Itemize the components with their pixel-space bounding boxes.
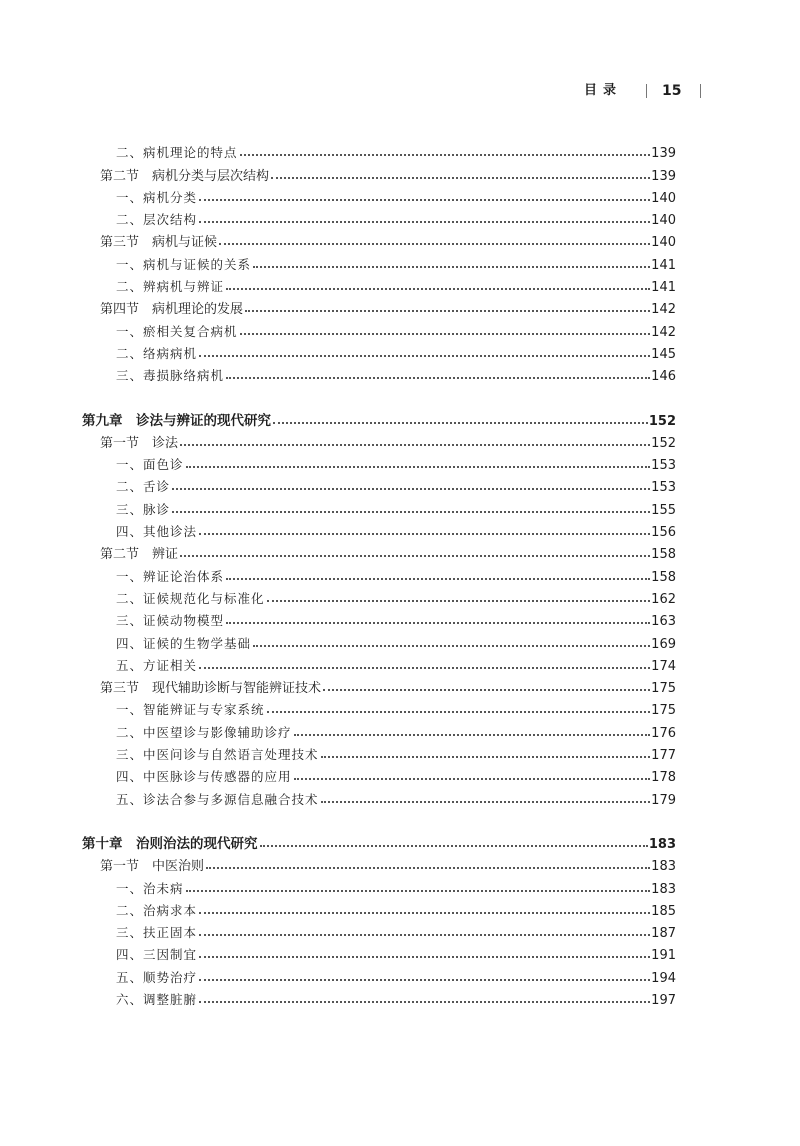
toc-item-entry[interactable] bbox=[82, 495, 676, 517]
dot-leader bbox=[321, 756, 651, 758]
toc-entry-page-number: 142 bbox=[651, 302, 676, 318]
toc-item-entry[interactable] bbox=[82, 897, 676, 919]
toc-entry-page-number: 175 bbox=[651, 681, 676, 697]
toc-entry-page-number: 176 bbox=[651, 725, 676, 741]
toc-entry-title: 第三节 病机与证候 bbox=[100, 235, 218, 251]
dot-leader bbox=[321, 801, 651, 803]
toc-entry-page-number: 185 bbox=[651, 903, 676, 919]
toc-entry-page-number: 141 bbox=[651, 280, 676, 296]
toc-entry-title: 一、面色诊 bbox=[116, 457, 184, 473]
toc-entry-title: 第一节 中医治则 bbox=[100, 859, 205, 875]
toc-entry-title: 四、其他诊法 bbox=[116, 524, 198, 540]
toc-entry-page-number: 178 bbox=[651, 770, 676, 786]
table-of-contents bbox=[82, 139, 676, 1030]
dot-leader bbox=[294, 778, 651, 780]
dot-leader bbox=[294, 734, 651, 736]
dot-leader bbox=[199, 934, 650, 936]
dot-leader bbox=[180, 444, 650, 446]
dot-leader bbox=[226, 578, 650, 580]
dot-leader bbox=[323, 689, 650, 691]
toc-entry-page-number: 191 bbox=[651, 948, 676, 964]
toc-section-entry[interactable] bbox=[82, 161, 676, 183]
toc-entry-title: 四、中医脉诊与传感器的应用 bbox=[116, 769, 292, 785]
toc-entry-page-number: 187 bbox=[651, 926, 676, 942]
toc-item-entry[interactable] bbox=[82, 473, 676, 495]
toc-entry-title: 二、证候规范化与标准化 bbox=[116, 590, 265, 606]
toc-entry-page-number: 152 bbox=[651, 435, 676, 451]
toc-entry-title: 二、络病病机 bbox=[116, 345, 198, 361]
dot-leader bbox=[199, 956, 650, 958]
toc-entry-page-number: 183 bbox=[651, 859, 676, 875]
toc-item-entry[interactable] bbox=[82, 652, 676, 674]
toc-entry-title: 第二节 辨证 bbox=[100, 547, 179, 563]
toc-entry-page-number: 175 bbox=[651, 703, 676, 719]
toc-entry-title: 六、调整脏腑 bbox=[116, 991, 198, 1007]
dot-leader bbox=[199, 221, 650, 223]
toc-entry-title: 第四节 病机理论的发展 bbox=[100, 302, 244, 318]
dot-leader bbox=[240, 154, 651, 156]
toc-item-entry[interactable] bbox=[82, 696, 676, 718]
toc-entry-page-number: 183 bbox=[648, 836, 676, 852]
toc-entry-page-number: 139 bbox=[651, 168, 676, 184]
toc-entry-page-number: 158 bbox=[651, 547, 676, 563]
toc-entry-page-number: 152 bbox=[648, 413, 676, 429]
dot-leader bbox=[186, 466, 651, 468]
toc-entry-page-number: 183 bbox=[651, 881, 676, 897]
dot-leader bbox=[253, 266, 650, 268]
dot-leader bbox=[199, 667, 650, 669]
toc-entry-title: 五、诊法合参与多源信息融合技术 bbox=[116, 791, 319, 807]
toc-entry-title: 五、顺势治疗 bbox=[116, 969, 198, 985]
toc-entry-title: 四、三因制宜 bbox=[116, 947, 198, 963]
toc-item-entry[interactable] bbox=[82, 139, 676, 161]
toc-item-entry[interactable] bbox=[82, 963, 676, 985]
toc-entry-page-number: 194 bbox=[651, 970, 676, 986]
toc-entry-title: 第九章 诊法与辨证的现代研究 bbox=[82, 412, 271, 429]
toc-entry-page-number: 163 bbox=[651, 614, 676, 630]
toc-entry-page-number: 153 bbox=[651, 480, 676, 496]
dot-leader bbox=[267, 711, 651, 713]
toc-entry-title: 二、辨病机与辨证 bbox=[116, 279, 225, 295]
toc-entry-title: 二、中医望诊与影像辅助诊疗 bbox=[116, 724, 292, 740]
toc-entry-title: 第二节 病机分类与层次结构 bbox=[100, 168, 270, 184]
toc-item-entry[interactable] bbox=[82, 184, 676, 206]
toc-entry-title: 一、治未病 bbox=[116, 880, 184, 896]
toc-item-entry[interactable] bbox=[82, 518, 676, 540]
toc-group bbox=[82, 830, 676, 1008]
dot-leader bbox=[253, 645, 650, 647]
toc-entry-title: 第十章 治则治法的现代研究 bbox=[82, 835, 258, 852]
toc-item-entry[interactable] bbox=[82, 562, 676, 584]
toc-entry-page-number: 174 bbox=[651, 658, 676, 674]
toc-entry-page-number: 140 bbox=[651, 190, 676, 206]
dot-leader bbox=[172, 511, 650, 513]
toc-entry-title: 二、舌诊 bbox=[116, 479, 171, 495]
dot-leader bbox=[199, 533, 650, 535]
toc-item-entry[interactable] bbox=[82, 785, 676, 807]
header-divider bbox=[700, 84, 701, 98]
toc-entry-title: 第三节 现代辅助诊断与智能辨证技术 bbox=[100, 681, 322, 697]
toc-entry-page-number: 179 bbox=[651, 792, 676, 808]
toc-entry-title: 三、脉诊 bbox=[116, 501, 171, 517]
dot-leader bbox=[226, 377, 650, 379]
running-header bbox=[560, 80, 720, 102]
toc-item-entry[interactable] bbox=[82, 919, 676, 941]
dot-leader bbox=[226, 622, 650, 624]
toc-entry-title: 一、智能辨证与专家系统 bbox=[116, 702, 265, 718]
dot-leader bbox=[273, 422, 648, 424]
toc-item-entry[interactable] bbox=[82, 206, 676, 228]
toc-entry-page-number: 162 bbox=[651, 591, 676, 607]
dot-leader bbox=[206, 867, 650, 869]
dot-leader bbox=[180, 555, 650, 557]
toc-entry-page-number: 140 bbox=[651, 235, 676, 251]
toc-item-entry[interactable] bbox=[82, 250, 676, 272]
toc-section-entry[interactable] bbox=[82, 674, 676, 696]
toc-section-entry[interactable] bbox=[82, 540, 676, 562]
dot-leader bbox=[199, 912, 650, 914]
dot-leader bbox=[260, 845, 648, 847]
toc-entry-page-number: 140 bbox=[651, 213, 676, 229]
dot-leader bbox=[186, 890, 651, 892]
toc-item-entry[interactable] bbox=[82, 874, 676, 896]
toc-entry-title: 一、病机与证候的关系 bbox=[116, 256, 252, 272]
toc-entry-title: 五、方证相关 bbox=[116, 657, 198, 673]
toc-item-entry[interactable] bbox=[82, 941, 676, 963]
toc-entry-title: 二、治病求本 bbox=[116, 902, 198, 918]
toc-section-entry[interactable] bbox=[82, 295, 676, 317]
toc-entry-title: 第一节 诊法 bbox=[100, 435, 179, 451]
toc-section-entry[interactable] bbox=[82, 429, 676, 451]
header-divider bbox=[646, 84, 647, 98]
toc-entry-page-number: 145 bbox=[651, 346, 676, 362]
header-title: 目录 bbox=[584, 83, 623, 98]
toc-entry-page-number: 142 bbox=[651, 324, 676, 340]
dot-leader bbox=[199, 199, 650, 201]
toc-entry-title: 二、层次结构 bbox=[116, 212, 198, 228]
toc-entry-title: 三、扶正固本 bbox=[116, 925, 198, 941]
toc-item-entry[interactable] bbox=[82, 340, 676, 362]
toc-item-entry[interactable] bbox=[82, 741, 676, 763]
toc-entry-title: 一、辨证论治体系 bbox=[116, 568, 225, 584]
dot-leader bbox=[172, 488, 650, 490]
toc-item-entry[interactable] bbox=[82, 763, 676, 785]
toc-entry-title: 一、病机分类 bbox=[116, 189, 198, 205]
toc-entry-title: 三、证候动物模型 bbox=[116, 613, 225, 629]
toc-entry-title: 二、病机理论的特点 bbox=[116, 145, 238, 161]
dot-leader bbox=[245, 310, 650, 312]
toc-group bbox=[82, 139, 676, 384]
toc-chapter-entry[interactable] bbox=[82, 406, 676, 428]
toc-item-entry[interactable] bbox=[82, 362, 676, 384]
toc-section-entry[interactable] bbox=[82, 852, 676, 874]
toc-entry-page-number: 141 bbox=[651, 257, 676, 273]
toc-entry-page-number: 153 bbox=[651, 458, 676, 474]
toc-entry-page-number: 146 bbox=[651, 369, 676, 385]
dot-leader bbox=[199, 355, 650, 357]
toc-item-entry[interactable] bbox=[82, 607, 676, 629]
toc-item-entry[interactable] bbox=[82, 585, 676, 607]
toc-item-entry[interactable] bbox=[82, 451, 676, 473]
toc-entry-page-number: 169 bbox=[651, 636, 676, 652]
toc-entry-title: 四、证候的生物学基础 bbox=[116, 635, 252, 651]
toc-group bbox=[82, 406, 676, 807]
toc-entry-title: 一、瘀相关复合病机 bbox=[116, 323, 238, 339]
toc-entry-title: 三、中医问诊与自然语言处理技术 bbox=[116, 747, 319, 763]
toc-entry-page-number: 197 bbox=[651, 992, 676, 1008]
toc-entry-page-number: 155 bbox=[651, 502, 676, 518]
toc-entry-page-number: 156 bbox=[651, 525, 676, 541]
dot-leader bbox=[267, 600, 651, 602]
toc-section-entry[interactable] bbox=[82, 228, 676, 250]
toc-entry-page-number: 139 bbox=[651, 146, 676, 162]
dot-leader bbox=[199, 979, 650, 981]
dot-leader bbox=[219, 243, 650, 245]
dot-leader bbox=[226, 288, 650, 290]
dot-leader bbox=[199, 1001, 650, 1003]
header-page-number: 15 bbox=[662, 83, 682, 99]
dot-leader bbox=[240, 333, 651, 335]
toc-entry-page-number: 158 bbox=[651, 569, 676, 585]
toc-chapter-entry[interactable] bbox=[82, 830, 676, 852]
dot-leader bbox=[271, 177, 650, 179]
toc-item-entry[interactable] bbox=[82, 273, 676, 295]
toc-item-entry[interactable] bbox=[82, 317, 676, 339]
toc-item-entry[interactable] bbox=[82, 718, 676, 740]
toc-item-entry[interactable] bbox=[82, 629, 676, 651]
toc-entry-page-number: 177 bbox=[651, 748, 676, 764]
toc-item-entry[interactable] bbox=[82, 986, 676, 1008]
toc-entry-title: 三、毒损脉络病机 bbox=[116, 368, 225, 384]
